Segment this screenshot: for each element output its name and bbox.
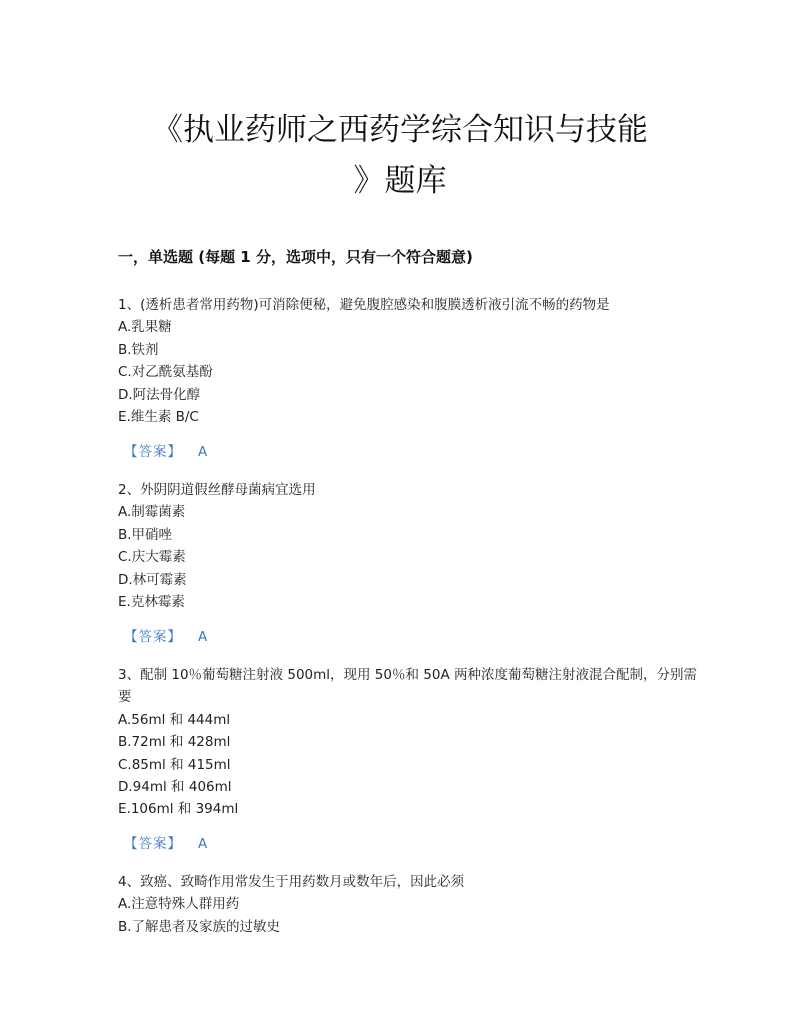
answer-label: 【答案】 <box>124 444 182 460</box>
option-b: B.甲硝唑 <box>118 526 173 543</box>
option-d: D.阿法骨化醇 <box>118 386 201 403</box>
option-c: C.庆大霉素 <box>118 549 186 566</box>
option-c: C.85ml 和 415ml <box>118 756 231 773</box>
option-e: E.维生素 B/C <box>118 409 199 426</box>
answer-1 <box>124 441 207 463</box>
answer-value: A <box>198 836 208 852</box>
option-b: B.72ml 和 428ml <box>118 734 231 751</box>
option-b: B.铁剂 <box>118 341 159 358</box>
option-c: C.对乙酰氨基酚 <box>118 364 213 381</box>
question-text: 1、(透析患者常用药物)可消除便秘，避免腹腔感染和腹膜透析液引流不畅的药物是 <box>118 297 610 313</box>
option-a: A.制霉菌素 <box>118 504 186 521</box>
question-text: 2、外阴阴道假丝酵母菌病宜选用 <box>118 482 316 498</box>
question-4 <box>118 871 698 938</box>
question-text: 4、致癌、致畸作用常发生于用药数月或数年后，因此必须 <box>118 874 465 890</box>
question-2 <box>118 479 698 613</box>
question-3 <box>118 664 698 821</box>
answer-value: A <box>198 629 208 645</box>
option-e: E.克林霉素 <box>118 594 185 611</box>
answer-3 <box>124 833 207 855</box>
answer-label: 【答案】 <box>124 629 182 645</box>
option-a: A.注意特殊人群用药 <box>118 896 240 913</box>
option-a: A.56ml 和 444ml <box>118 711 231 728</box>
option-d: D.94ml 和 406ml <box>118 779 232 796</box>
option-e: E.106ml 和 394ml <box>118 801 239 818</box>
question-1 <box>118 294 698 428</box>
option-a: A.乳果糖 <box>118 319 172 336</box>
answer-value: A <box>198 444 208 460</box>
document-title-line2: 》题库 <box>353 163 447 199</box>
option-b: B.了解患者及家族的过敏史 <box>118 918 281 935</box>
answer-2 <box>124 626 207 648</box>
option-d: D.林可霉素 <box>118 571 187 588</box>
answer-label: 【答案】 <box>124 836 182 852</box>
section-heading: 一，单选题 (每题 1 分，选项中，只有一个符合题意) <box>118 248 473 266</box>
question-text: 3、配制 10％葡萄糖注射液 500ml，现用 50％和 50A 两种浓度葡萄糖注射液混合配制，分别需要 <box>118 667 697 706</box>
document-title-line1: 《执业药师之西药学综合知识与技能 <box>152 112 648 148</box>
